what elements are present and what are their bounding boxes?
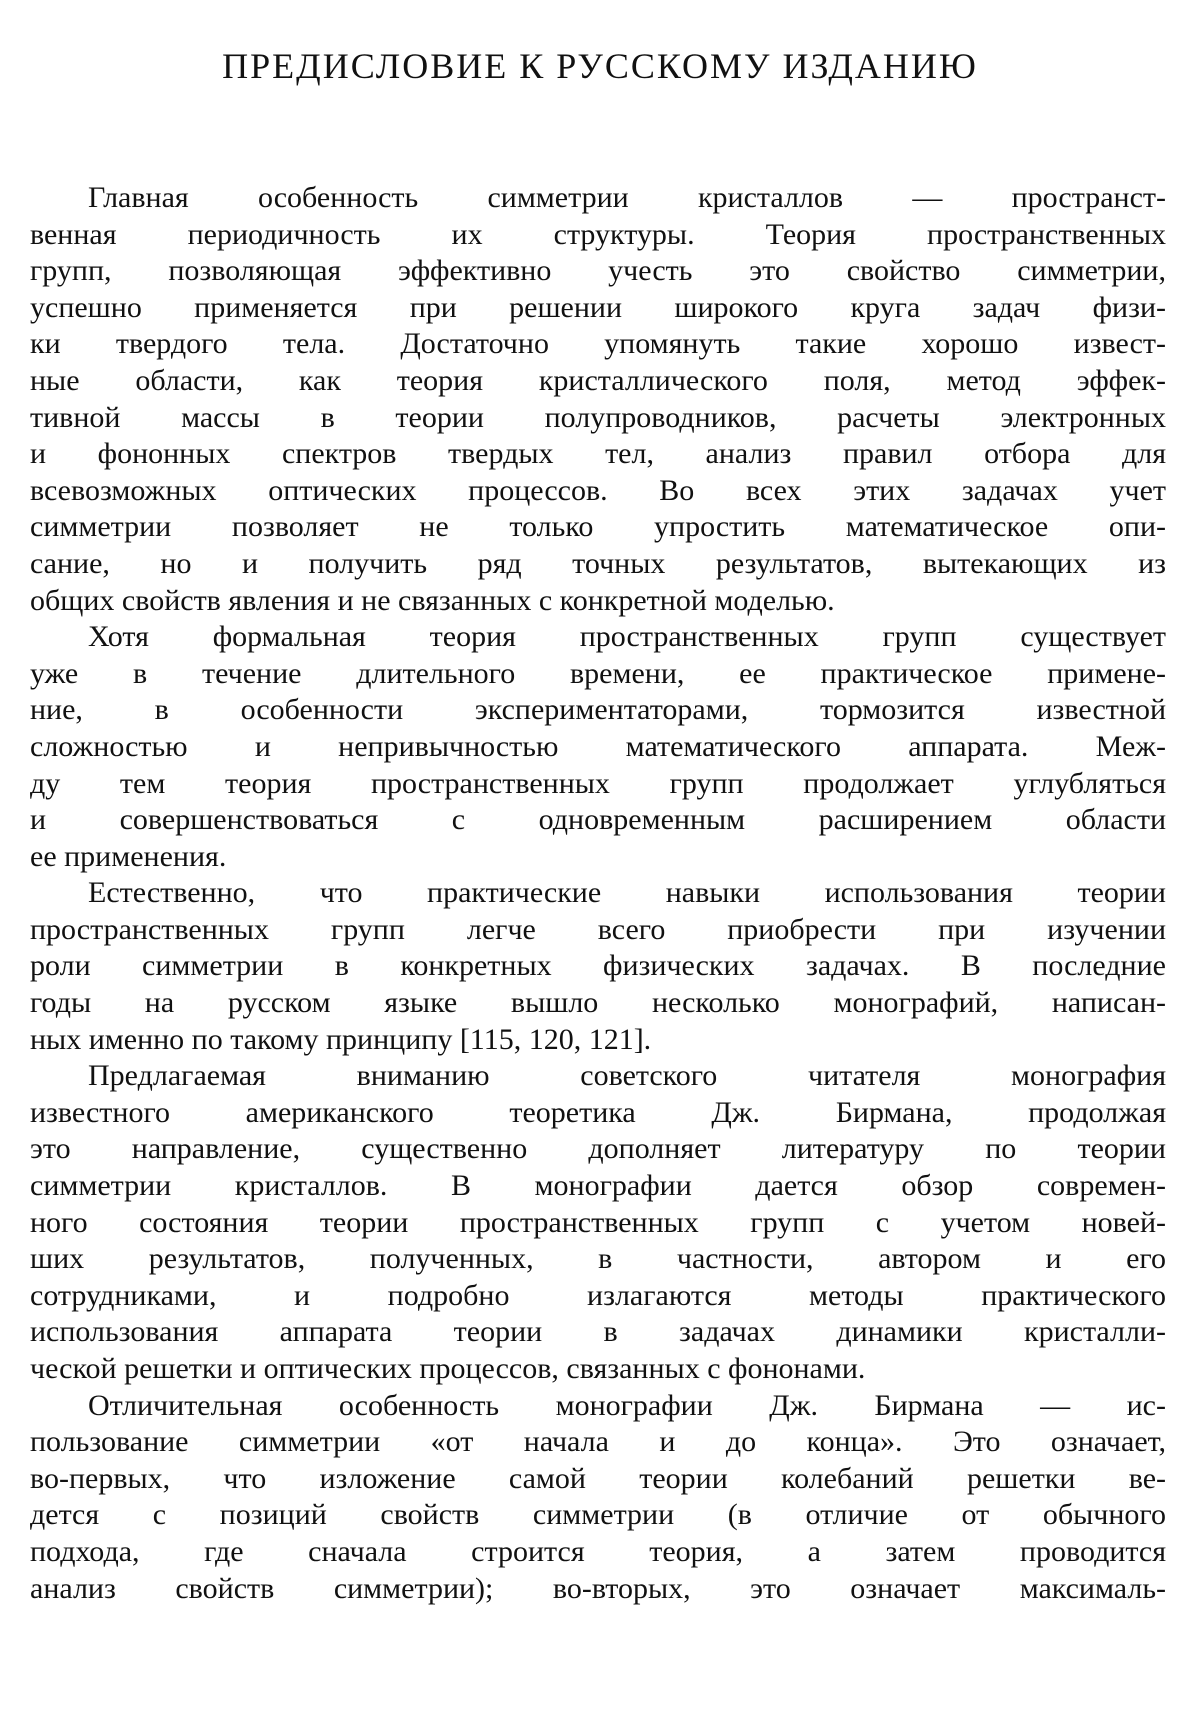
text-line: ных именно по такому принципу [115, 120, 121]. xyxy=(30,1022,652,1056)
text-line: роли симметрии в конкретных физических задачах. В последние xyxy=(30,949,1166,983)
text-line: ших результатов, полученных, в частности, автором и его xyxy=(30,1242,1166,1276)
text-line: ческой решетки и оптических процессов, связанных с фононами. xyxy=(30,1352,866,1385)
text-line: во-первых, что изложение самой теории колебаний решетки ве- xyxy=(30,1461,1166,1495)
text-line: сложностью и непривычностью математического аппарата. Меж- xyxy=(30,729,1166,763)
text-line: пользование симметрии «от начала и до конца». Это означает, xyxy=(30,1425,1166,1459)
text-line: групп, позволяющая эффективно учесть это свойство симметрии, xyxy=(30,254,1166,288)
text-line: Хотя формальная теория пространственных групп существует xyxy=(88,620,1166,654)
paragraph-4 xyxy=(30,1058,1166,1387)
text-line: Главная особенность симметрии кристаллов — пространст- xyxy=(88,181,1166,214)
text-line: ду тем теория пространственных групп продолжает углубляться xyxy=(30,766,1166,800)
text-line: ки твердого тела. Достаточно упомянуть такие хорошо извест- xyxy=(30,327,1166,361)
text-line: симметрии кристаллов. В монографии дается обзор современ- xyxy=(30,1169,1166,1203)
paragraph-2 xyxy=(30,619,1166,875)
text-line: сание, но и получить ряд точных результатов, вытекающих из xyxy=(30,546,1166,580)
text-line: это направление, существенно дополняет литературу по теории xyxy=(30,1132,1166,1166)
text-line: пространственных групп легче всего приобрести при изучении xyxy=(30,912,1166,946)
text-line: тивной массы в теории полупроводников, расчеты электронных xyxy=(30,400,1166,434)
text-line: ее применения. xyxy=(30,839,227,873)
paragraph-3 xyxy=(30,875,1166,1058)
text-line: сотрудниками, и подробно излагаются методы практического xyxy=(30,1278,1166,1312)
text-line: общих свойств явления и не связанных с конкретной моделью. xyxy=(30,583,835,617)
text-line: симметрии позволяет не только упростить математическое опи- xyxy=(30,510,1166,544)
preface-body xyxy=(30,180,1166,1607)
text-line: и совершенствоваться с одновременным расширением области xyxy=(30,803,1166,837)
page-title: ПРЕДИСЛОВИЕ К РУССКОМУ ИЗДАНИЮ xyxy=(222,46,978,86)
text-line: Отличительная особенность монографии Дж. Бирмана — ис- xyxy=(88,1388,1166,1422)
text-line: анализ свойств симметрии); во-вторых, это означает максималь- xyxy=(30,1571,1166,1605)
text-line: использования аппарата теории в задачах динамики кристалли- xyxy=(30,1315,1166,1349)
text-line: известного американского теоретика Дж. Бирмана, продолжая xyxy=(30,1095,1166,1129)
text-line: всевозможных оптических процессов. Во всех этих задачах учет xyxy=(30,473,1166,507)
paragraph-5 xyxy=(30,1388,1166,1608)
text-line: успешно применяется при решении широкого круга задач физи- xyxy=(30,290,1166,324)
text-line: венная периодичность их структуры. Теория пространственных xyxy=(30,217,1166,251)
paragraph-1 xyxy=(30,180,1166,619)
text-line: дется с позиций свойств симметрии (в отличие от обычного xyxy=(30,1498,1166,1532)
text-line: Естественно, что практические навыки использования теории xyxy=(88,876,1166,910)
text-line: уже в течение длительного времени, ее практическое примене- xyxy=(30,656,1166,690)
text-line: подхода, где сначала строится теория, а затем проводится xyxy=(30,1534,1166,1568)
text-line: и фононных спектров твердых тел, анализ правил отбора для xyxy=(30,437,1166,471)
text-line: годы на русском языке вышло несколько монографий, написан- xyxy=(30,986,1166,1020)
text-line: Предлагаемая вниманию советского читателя монография xyxy=(88,1059,1166,1093)
text-line: ние, в особенности экспериментаторами, тормозится известной xyxy=(30,693,1166,727)
text-line: ные области, как теория кристаллического поля, метод эффек- xyxy=(30,363,1166,397)
text-line: ного состояния теории пространственных групп с учетом новей- xyxy=(30,1205,1166,1239)
